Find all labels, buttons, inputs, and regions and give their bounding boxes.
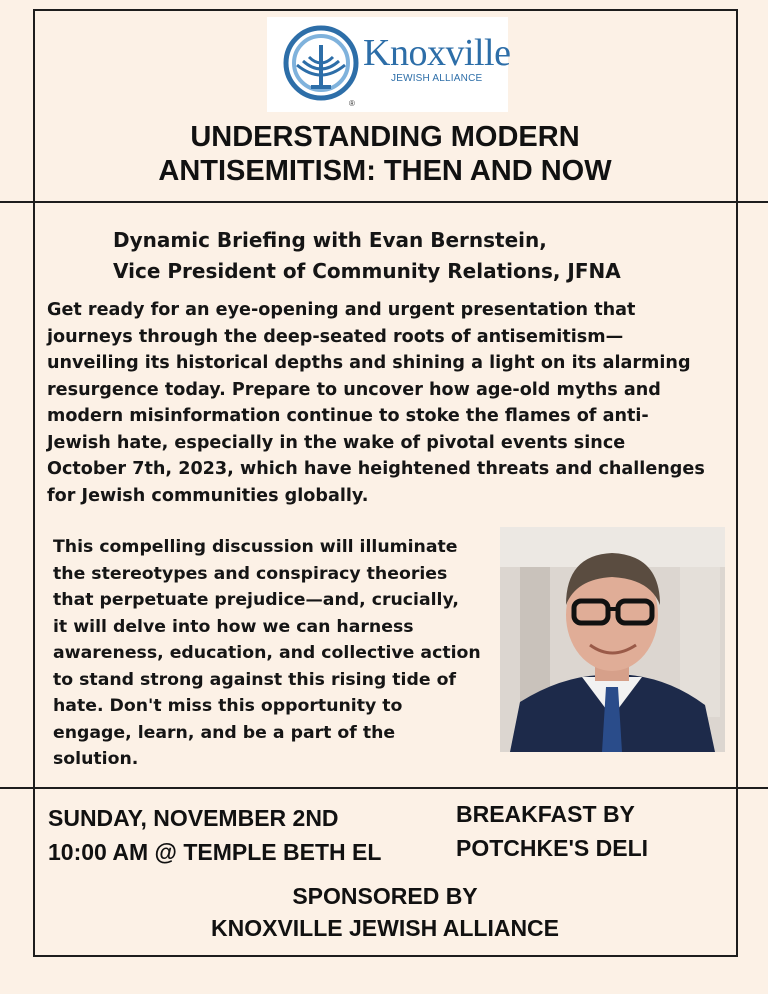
title-line-1: UNDERSTANDING MODERN — [190, 121, 580, 153]
speaker-portrait — [500, 527, 725, 752]
title-line-2: ANTISEMITISM: THEN AND NOW — [158, 155, 612, 187]
paragraph-line: journeys through the deep-seated roots of antisemitism— — [47, 326, 624, 347]
paragraph-line: hate. Don't miss this opportunity to — [53, 696, 403, 716]
speaker-photo — [500, 527, 725, 752]
breakfast-info — [456, 797, 648, 865]
event-date: SUNDAY, NOVEMBER 2ND — [48, 805, 339, 831]
speaker-line-1: Dynamic Briefing with Evan Bernstein, — [113, 228, 547, 252]
paragraph-line: that perpetuate prejudice—and, crucially, — [53, 590, 459, 610]
breakfast-line-1: BREAKFAST BY — [456, 801, 635, 827]
menorah-logo-icon — [283, 25, 359, 101]
paragraph-line: awareness, education, and collective action — [53, 643, 481, 663]
paragraph-line: This compelling discussion will illuminate — [53, 537, 458, 557]
description-paragraph-1 — [47, 297, 727, 509]
description-paragraph-2 — [53, 534, 493, 773]
paragraph-line: it will delve into how we can harness — [53, 616, 414, 637]
paragraph-line: the stereotypes and conspiracy theories — [53, 563, 448, 584]
sponsor-line-1: SPONSORED BY — [292, 883, 478, 909]
speaker-line-2: Vice President of Community Relations, JFNA — [113, 259, 621, 283]
divider-top — [0, 201, 768, 203]
paragraph-line: engage, learn, and be a part of the — [53, 722, 396, 743]
paragraph-line: to stand strong against this rising tide of — [53, 669, 456, 690]
sponsor-line-2: KNOXVILLE JEWISH ALLIANCE — [211, 915, 559, 941]
paragraph-line: Get ready for an eye-opening and urgent presentation that — [47, 300, 636, 320]
event-time-place: 10:00 AM @ TEMPLE BETH EL — [48, 839, 382, 865]
paragraph-line: October 7th, 2023, which have heightened threats and challenges — [47, 459, 705, 479]
divider-bottom — [0, 787, 768, 789]
paragraph-line: for Jewish communities globally. — [47, 485, 369, 506]
sponsor-block — [40, 880, 730, 944]
logo — [267, 17, 511, 112]
registered-mark: ® — [349, 99, 355, 108]
logo-name: Knoxville — [363, 32, 511, 74]
paragraph-line: solution. — [53, 749, 139, 769]
paragraph-line: modern misinformation continue to stoke the flames of anti- — [47, 406, 649, 426]
logo-subtitle: JEWISH ALLIANCE — [391, 73, 483, 84]
paragraph-line: resurgence today. Prepare to uncover how age-old myths and — [47, 379, 661, 400]
paragraph-line: unveiling its historical depths and shining a light on its alarming — [47, 353, 691, 373]
event-title — [40, 120, 730, 188]
speaker-block — [113, 225, 713, 287]
event-details — [48, 801, 381, 869]
breakfast-line-2: POTCHKE'S DELI — [456, 835, 649, 861]
paragraph-line: Jewish hate, especially in the wake of pivotal events since — [47, 432, 626, 453]
